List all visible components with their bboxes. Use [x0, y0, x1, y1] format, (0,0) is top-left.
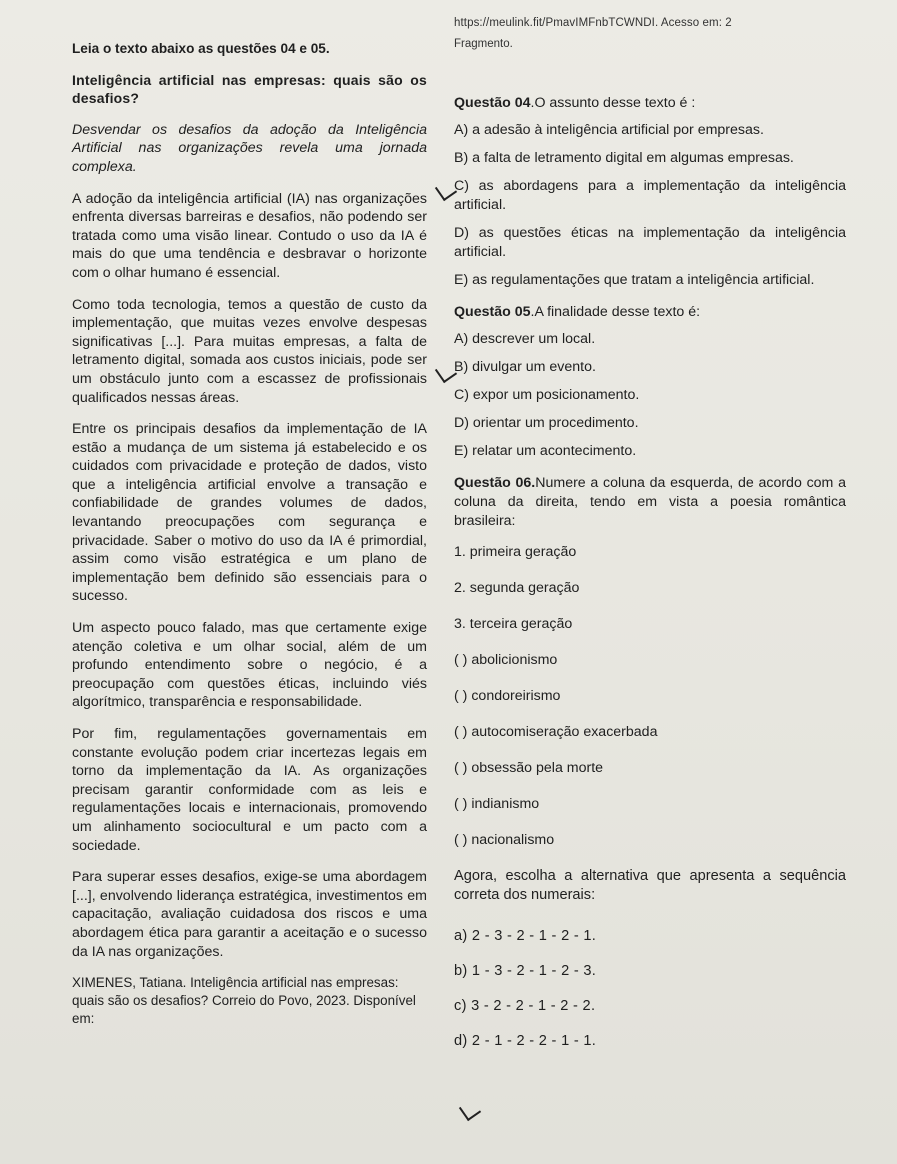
answer-b[interactable]: b) 1 - 3 - 2 - 1 - 2 - 3. — [454, 963, 597, 979]
q4-option-a[interactable]: A) a adesão à inteligência artificial por empresas. — [454, 122, 764, 138]
article-paragraph-3: Entre os principais desafios da implementação de IA estão a mudança de um sistema já estabelecido e os cuidados com privacidade e proteção de dados, visto que a inteligência artificial envolve a transação e confiabilidade de grandes volumes de dados, levantando preocupações com segurança e privacidade. Saber o motivo do uso da IA é primordial, assim como visão estratégica e um plano de implementação bem definido são essenciais para o sucesso. — [72, 421, 427, 605]
article-paragraph-6: Para superar esses desafios, exige-se uma abordagem [...], envolvendo liderança estratégica, investimentos em capacitação, avaliação cuidadosa dos riscos e uma abordagem ética para garantir a aceitação e o sucesso da IA nas organizações. — [72, 869, 427, 960]
question-05-label: Questão 05 — [454, 304, 531, 320]
q5-option-c[interactable]: C) expor um posicionamento. — [454, 387, 640, 403]
q5-option-a[interactable]: A) descrever um local. — [454, 331, 596, 347]
generation-item: 2. segunda geração — [454, 580, 580, 596]
q4-option-b[interactable]: B) a falta de letramento digital em algumas empresas. — [454, 150, 794, 166]
article-paragraph-1: A adoção da inteligência artificial (IA) nas organizações enfrenta diversas barreiras e desafios, não podendo ser tratada como uma visão linear. Contudo o uso da IA é mais do que uma tendência e desbravar o horizonte com o olhar humano é essencial. — [72, 190, 427, 281]
article-lead: Desvendar os desafios da adoção da Inteligência Artificial nas organizações revela uma jornada complexa. — [72, 121, 427, 175]
answer-c[interactable]: c) 3 - 2 - 2 - 1 - 2 - 2. — [454, 998, 596, 1014]
fragment-note: Fragmento. — [454, 38, 513, 50]
reading-text-column — [72, 40, 427, 1041]
answer-list — [454, 927, 846, 1051]
generation-item: 3. terceira geração — [454, 616, 573, 632]
question-06-instruction: Agora, escolha a alternativa que apresenta a sequência correta dos numerais: — [454, 868, 846, 903]
q5-option-d[interactable]: D) orientar um procedimento. — [454, 415, 639, 431]
numbering-item-morte[interactable]: ( ) obsessão pela morte — [454, 760, 604, 776]
q4-option-e[interactable]: E) as regulamentações que tratam a inteligência artificial. — [454, 272, 815, 288]
article-reference: XIMENES, Tatiana. Inteligência artificial nas empresas: quais são os desafios? Correio do Povo, 2023. Disponível em: — [72, 975, 416, 1027]
generation-list — [454, 543, 846, 634]
article-paragraph-2: Como toda tecnologia, temos a questão de custo da implementação, que muitas vezes envolve despesas significativas [...]. Para muitas empresas, a falta de letramento digital, somada aos custos iniciais, pode ser um obstáculo junto com a escassez de profissionais qualificados nessas áreas. — [72, 296, 427, 406]
generation-item: 1. primeira geração — [454, 544, 577, 560]
questions-column — [454, 14, 846, 1067]
q4-option-d[interactable]: D) as questões éticas na implementação da inteligência artificial. — [454, 225, 846, 260]
question-04-stem — [454, 94, 846, 113]
numbering-item-abolicionismo[interactable]: ( ) abolicionismo — [454, 652, 558, 668]
article-title: Inteligência artificial nas empresas: quais são os desafios? — [72, 71, 427, 107]
numbering-item-condoreirismo[interactable]: ( ) condoreirismo — [454, 688, 561, 704]
question-06-label: Questão 06. — [454, 475, 536, 491]
question-06-text: Numere a coluna da esquerda, de acordo com a coluna da direita, tendo em vista a poesia romântica brasileira: — [454, 475, 846, 529]
answer-d[interactable]: d) 2 - 1 - 2 - 2 - 1 - 1. — [454, 1033, 597, 1049]
reading-instruction: Leia o texto abaixo as questões 04 e 05. — [72, 41, 330, 56]
q4-option-c[interactable]: C) as abordagens para a implementação da inteligência artificial. — [454, 178, 846, 213]
q5-option-e[interactable]: E) relatar um acontecimento. — [454, 443, 637, 459]
question-04-label: Questão 04 — [454, 95, 531, 111]
q5-option-b[interactable]: B) divulgar um evento. — [454, 359, 596, 375]
numbering-item-indianismo[interactable]: ( ) indianismo — [454, 796, 540, 812]
question-05-text: .A finalidade desse texto é: — [530, 304, 701, 320]
article-paragraph-5: Por fim, regulamentações governamentais em constante evolução podem criar incertezas legais em torno da implementação da IA. As organizações precisam garantir conformidade com as leis e regulamentações locais e internacionais, promovendo um alinhamento sociocultural e um pacto com a sociedade. — [72, 726, 427, 854]
question-06-stem — [454, 474, 846, 531]
question-04-text: .O assunto desse texto é : — [530, 95, 696, 111]
numbering-list — [454, 651, 846, 850]
question-05-stem — [454, 303, 846, 322]
answer-a[interactable]: a) 2 - 3 - 2 - 1 - 2 - 1. — [454, 928, 597, 944]
numbering-item-autocomiseracao[interactable]: ( ) autocomiseração exacerbada — [454, 724, 658, 740]
handwritten-check-mark-q6 — [459, 1099, 481, 1121]
article-paragraph-4: Um aspecto pouco falado, mas que certamente exige atenção coletiva e um olhar social, além de um profundo entendimento sobre o negócio, é a preocupação com questões éticas, incluindo viés algorítmico, transparência e responsabilidade. — [72, 620, 427, 711]
source-url: https://meulink.fit/PmavIMFnbTCWNDI. Acesso em: 2 — [454, 17, 732, 29]
numbering-item-nacionalismo[interactable]: ( ) nacionalismo — [454, 832, 555, 848]
